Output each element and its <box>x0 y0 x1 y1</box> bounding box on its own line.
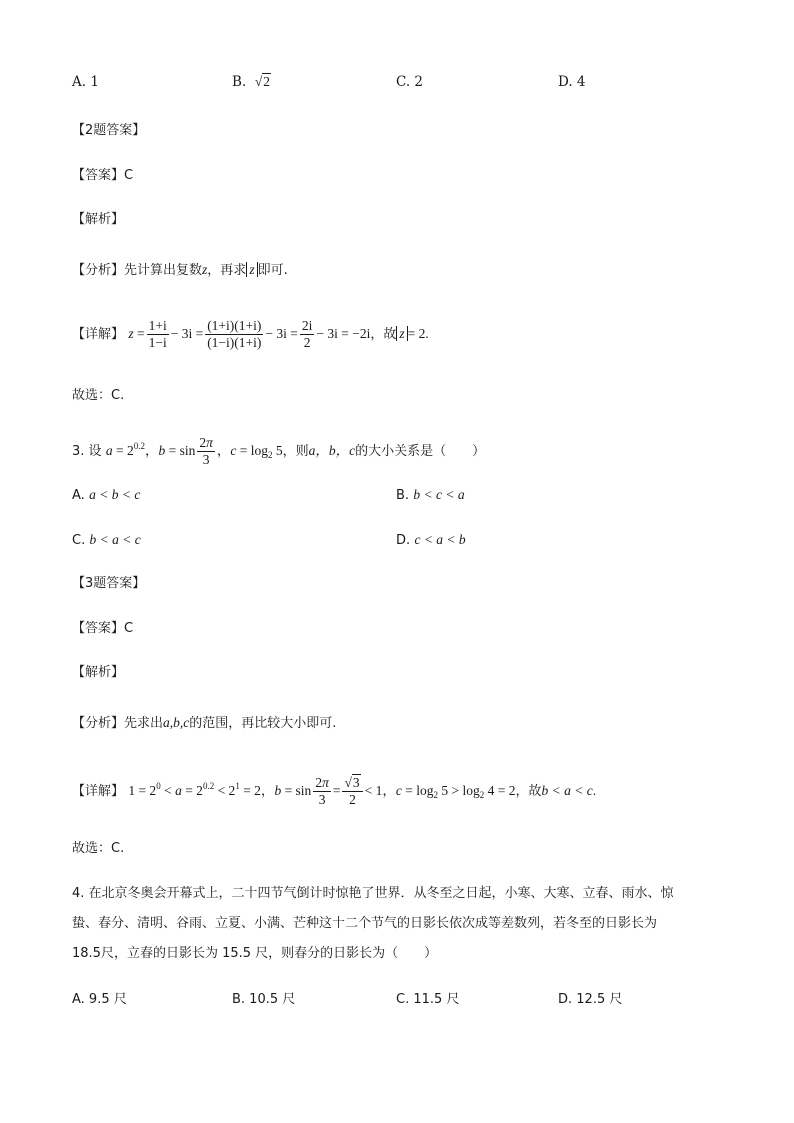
q2-answer: 【答案】C <box>72 168 134 183</box>
q4-stem-line2: 蛰、春分、清明、谷雨、立夏、小满、芒种这十二个节气的日影长依次成等差数列，若冬至的日影长为 <box>72 916 658 931</box>
q4-option-b: B. 10.5 尺 <box>232 992 296 1007</box>
q4-option-d: D. 12.5 尺 <box>558 992 623 1007</box>
q2-detail-result: = 2. <box>407 326 429 341</box>
q2-detail-abs-z: z <box>396 326 407 341</box>
q3-option-b <box>396 485 465 506</box>
q3-option-c-label: C. <box>72 533 86 548</box>
q3-analysis-vars: a,b,c <box>163 715 190 730</box>
q3-answer: 【答案】C <box>72 621 134 636</box>
q2-select: 故选：C. <box>72 388 125 403</box>
q2-analysis-text3: 即可. <box>257 263 288 278</box>
q3-stem-prefix: 3. 设 <box>72 444 102 459</box>
q4-option-c: C. 11.5 尺 <box>396 992 460 1007</box>
q2-detail-conclusion: ，故 <box>370 327 397 342</box>
q3-option-d-math: c < a < b <box>414 532 466 547</box>
q3-stem-formula: $a = 2^{0.2}$，b = sin $\frac{2\pi}{3}$ ，$c = \log_2 5$ <box>105 435 283 468</box>
q3-answer-header: 【3题答案】 <box>72 576 146 591</box>
q3-stem <box>72 428 485 473</box>
q3-option-d <box>396 530 466 551</box>
q3-detail: 【详解】 $1 = 2^0 < a = 2^{0.2} < 2^1 = 2$，b = sin $\frac{2\pi}{3}$ = $\frac{√3}{2}$ < 1，$c = \log_2 5 > \log_2 4 = 2$，故b < a < c. <box>72 775 597 808</box>
q3-option-a-label: A. <box>72 488 85 503</box>
q2-detail-formula: z = $\frac{1+i}{1-i}$ − 3i = $\frac{(1+i)(1+i)}{(1-i)(1+i)}$ − 3i = $\frac{2i}{2}$ − 3i = −2i <box>128 318 371 351</box>
q3-option-b-math: b < c < a <box>413 487 465 502</box>
q3-option-b-label: B. <box>396 488 410 503</box>
q2-option-d: D. 4 <box>558 74 586 90</box>
q2-option-c: C. 2 <box>396 74 424 90</box>
q3-jiexi: 【解析】 <box>72 665 125 680</box>
q3-option-c-math: b < a < c <box>89 532 141 547</box>
q4-stem-line3: 18.5尺，立春的日影长为 15.5 尺，则春分的日影长为（ ） <box>72 946 438 961</box>
q3-option-d-label: D. <box>396 533 411 548</box>
q3-detail-result: b < a < c <box>541 783 593 798</box>
q2-analysis-var: z <box>202 262 208 277</box>
sqrt-symbol: √ <box>254 74 263 89</box>
q3-stem-vars: a，b，c <box>308 443 356 458</box>
q3-option-a <box>72 485 140 506</box>
q3-option-a-math: a < b < c <box>89 487 141 502</box>
q3-detail-tag: 【详解】 <box>72 784 125 799</box>
q3-detail-formula: $1 = 2^0 < a = 2^{0.2} < 2^1 = 2$，b = sin $\frac{2\pi}{3}$ = $\frac{√3}{2}$ < 1，$c = \log_2 5 > \log_2 4 = 2$ <box>128 775 516 808</box>
q3-stem-suffix: ，则 <box>282 444 309 459</box>
q2-detail-tag: 【详解】 <box>72 327 125 342</box>
q2-analysis-text1: 先计算出复数 <box>124 263 203 278</box>
q2-option-b-radicand: 2 <box>263 74 270 89</box>
q3-analysis-text1: 先求出 <box>124 716 164 731</box>
q2-option-b-label: B. <box>232 74 247 90</box>
q3-select: 故选：C. <box>72 841 125 856</box>
q3-analysis-tag: 【分析】 <box>72 716 125 731</box>
q4-option-a: A. 9.5 尺 <box>72 992 127 1007</box>
q2-analysis-abs-z: z <box>246 262 257 277</box>
q2-jiexi: 【解析】 <box>72 212 125 227</box>
q2-analysis-tag: 【分析】 <box>72 263 125 278</box>
q3-analysis-text2: 的范围，再比较大小即可. <box>189 716 337 731</box>
q3-option-c <box>72 530 141 551</box>
q2-option-a: A. 1 <box>72 74 99 90</box>
q2-analysis-text2: ，再求 <box>207 263 247 278</box>
q3-stem-tail: 的大小关系是（ ） <box>355 444 486 459</box>
q3-analysis <box>72 713 336 734</box>
q3-detail-conclusion: ，故 <box>515 784 542 799</box>
q2-answer-header: 【2题答案】 <box>72 123 146 138</box>
q2-detail <box>72 316 429 353</box>
q2-analysis <box>72 260 288 281</box>
q4-stem-line1: 4. 在北京冬奥会开幕式上，二十四节气倒计时惊艳了世界．从冬至之日起，小寒、大寒、立春、雨水、惊 <box>72 886 674 901</box>
q2-option-b <box>232 72 271 92</box>
